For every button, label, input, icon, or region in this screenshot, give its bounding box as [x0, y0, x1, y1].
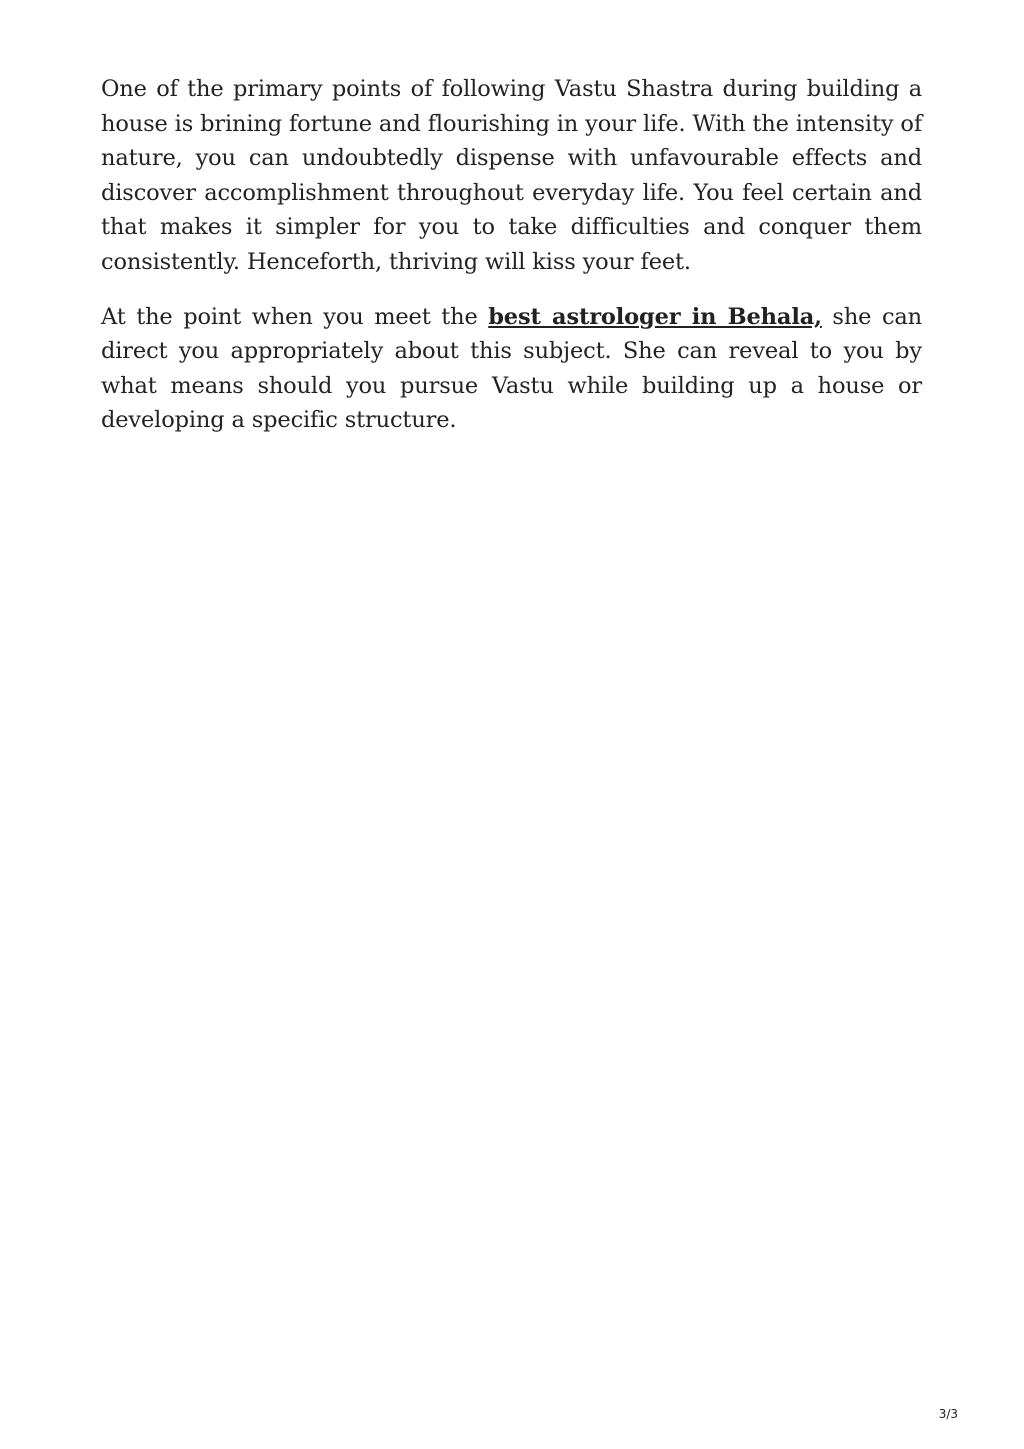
document-body [101, 72, 922, 458]
paragraph-astrologer [101, 300, 922, 438]
paragraph-text-after-link: she can direct you appropriately about this subject. She can reveal to you by what means should you pursue Vastu while building up a house or developing a specific structure. [101, 303, 922, 434]
paragraph-vastu-benefits: One of the primary points of following Vastu Shastra during building a house is brining fortune and flourishing in your life. With the intensity of nature, you can undoubtedly dispense with unfavourable effects and discover accomplishment throughout everyday life. You feel certain and that makes it simpler for you to take difficulties and conquer them consistently. Henceforth, thriving will kiss your feet. [101, 76, 923, 275]
astrologer-link[interactable]: best astrologer in Behala, [488, 303, 822, 330]
paragraph-text-before-link: At the point when you meet the [101, 303, 489, 330]
page-number: 3/3 [938, 1407, 958, 1421]
